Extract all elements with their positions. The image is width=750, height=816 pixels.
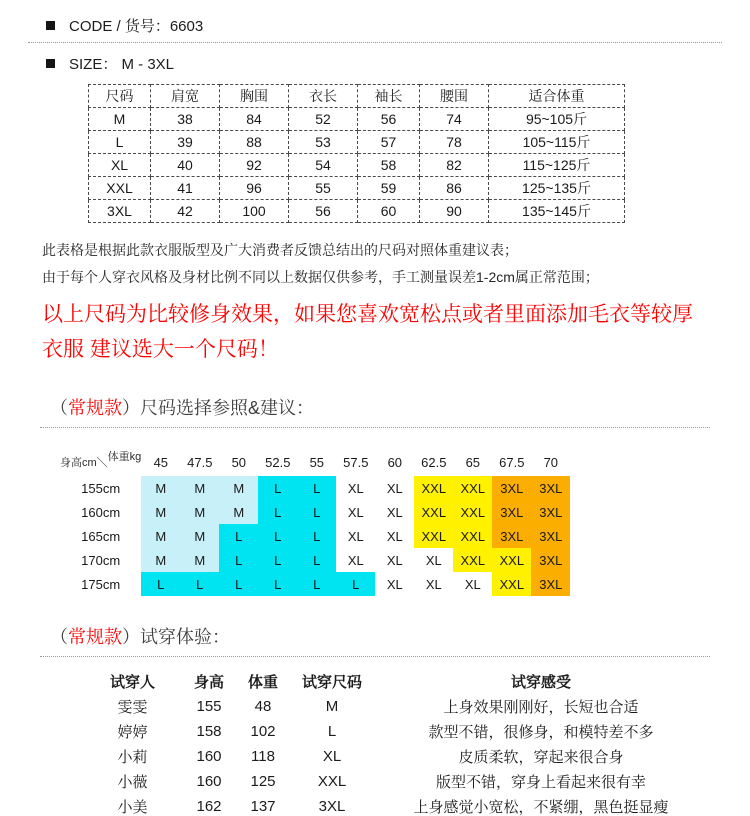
size-table-row xyxy=(89,108,625,131)
size-line xyxy=(46,51,750,75)
matrix-cell: 3XL xyxy=(531,572,570,596)
matrix-cell: XXL xyxy=(453,500,492,524)
size-table-cell: 115~125斤 xyxy=(489,154,625,177)
fit-table-cell: M xyxy=(325,698,339,715)
fit-table-header-cell: 试穿尺码 xyxy=(301,674,362,691)
size-table-header-cell: 腰围 xyxy=(420,85,489,108)
size-table-cell: 40 xyxy=(151,154,220,177)
size-table-row xyxy=(89,131,625,154)
matrix-cell: L xyxy=(336,572,375,596)
matrix-cell: XXL xyxy=(453,548,492,572)
fit-table-header-cell: 试穿感受 xyxy=(510,674,571,691)
matrix-cell: M xyxy=(141,524,180,548)
matrix-cell: L xyxy=(219,524,258,548)
size-table-cell: 53 xyxy=(289,131,358,154)
warning-line: 衣服 建议选大一个尺码！ xyxy=(42,338,279,361)
matrix-cell: XL xyxy=(375,500,414,524)
matrix-cell: XL xyxy=(336,500,375,524)
matrix-cell: L xyxy=(297,572,336,596)
fit-table-cell: 48 xyxy=(254,698,272,715)
size-table-cell: 96 xyxy=(220,177,289,200)
fit-table-cell: 102 xyxy=(250,723,276,740)
fit-table-cell: 皮质柔软，穿起来很合身 xyxy=(458,749,624,766)
size-table-header-cell: 肩宽 xyxy=(151,85,220,108)
size-table-cell: 84 xyxy=(220,108,289,131)
matrix-cell: 3XL xyxy=(531,548,570,572)
matrix-cell: XL xyxy=(453,572,492,596)
fit-table-header-cell: 体重 xyxy=(247,674,278,691)
matrix-height-header: 165cm xyxy=(81,528,121,544)
matrix-corner xyxy=(60,440,141,476)
size-warning xyxy=(42,297,750,367)
size-table xyxy=(88,84,625,223)
matrix-cell: XL xyxy=(414,572,453,596)
matrix-cell: XXL xyxy=(453,476,492,500)
regular-style-tag: 常规款 xyxy=(68,627,122,647)
matrix-height-header: 155cm xyxy=(81,480,121,496)
size-table-row xyxy=(89,154,625,177)
fit-table-cell: L xyxy=(327,723,337,740)
fit-table-cell: 3XL xyxy=(318,798,346,815)
section-title-text: 试穿体验： xyxy=(140,627,230,647)
matrix-cell: XL xyxy=(375,572,414,596)
size-table-cell: 90 xyxy=(420,200,489,223)
divider xyxy=(28,42,722,43)
matrix-cell: XL xyxy=(375,476,414,500)
matrix-weight-header: 45 xyxy=(153,455,169,470)
matrix-corner-row-label: 身高cm xyxy=(60,457,97,469)
matrix-weight-header: 47.5 xyxy=(187,455,213,470)
fit-table-row xyxy=(85,794,706,816)
matrix-cell: XL xyxy=(375,548,414,572)
fit-table-cell: 137 xyxy=(250,798,276,815)
matrix-cell: L xyxy=(180,572,219,596)
matrix-cell: M xyxy=(180,524,219,548)
divider xyxy=(40,427,710,428)
size-table-header-row xyxy=(89,85,625,108)
matrix-cell: L xyxy=(258,548,297,572)
matrix-cell: M xyxy=(219,500,258,524)
matrix-cell: 3XL xyxy=(492,476,531,500)
size-text: SIZE： M - 3XL xyxy=(69,55,175,73)
matrix-height-header: 160cm xyxy=(81,504,121,520)
size-table-cell: 56 xyxy=(358,108,420,131)
size-table-header-cell: 衣长 xyxy=(289,85,358,108)
matrix-cell: XXL xyxy=(414,500,453,524)
fit-table-cell: 118 xyxy=(251,748,275,765)
fit-table-cell: 版型不错，穿身上看起来很有幸 xyxy=(435,774,646,791)
matrix-cell: M xyxy=(141,548,180,572)
size-table-cell: 3XL xyxy=(89,200,151,223)
fit-table-header-row xyxy=(85,669,706,694)
paren: （ xyxy=(50,398,68,418)
matrix-row xyxy=(60,548,570,572)
size-table-cell: 41 xyxy=(151,177,220,200)
fit-table-row xyxy=(85,719,706,744)
section-title-size-reference xyxy=(50,396,750,421)
size-table-cell: L xyxy=(89,131,151,154)
matrix-cell: 3XL xyxy=(531,500,570,524)
matrix-weight-header: 62.5 xyxy=(421,455,447,470)
matrix-weight-header: 50 xyxy=(231,455,247,470)
size-table-header-cell: 适合体重 xyxy=(489,85,625,108)
size-table-cell: 57 xyxy=(358,131,420,154)
size-table-cell: 78 xyxy=(420,131,489,154)
size-table-cell: XXL xyxy=(89,177,151,200)
matrix-weight-header: 60 xyxy=(387,455,403,470)
note-line: 由于每个人穿衣风格及身材比例不同以上数据仅供参考，手工测量误差1-2cm属正常范围； xyxy=(42,269,599,285)
matrix-row xyxy=(60,524,570,548)
section-title-text: 尺码选择参照&建议： xyxy=(140,398,315,418)
fit-table-cell: 125 xyxy=(250,773,276,790)
matrix-weight-header: 55 xyxy=(309,455,325,470)
fit-table-row xyxy=(85,769,706,794)
matrix-cell: L xyxy=(297,524,336,548)
fit-table-cell: 160 xyxy=(196,748,222,765)
matrix-header-row xyxy=(60,440,570,476)
regular-style-tag: 常规款 xyxy=(68,398,122,418)
matrix-weight-header: 65 xyxy=(465,455,481,470)
matrix-cell: M xyxy=(219,476,258,500)
matrix-cell: XXL xyxy=(414,476,453,500)
matrix-cell: L xyxy=(141,572,180,596)
fit-table-cell: XXL xyxy=(317,773,347,790)
matrix-cell: L xyxy=(219,548,258,572)
matrix-cell: L xyxy=(258,476,297,500)
matrix-cell: XL xyxy=(336,524,375,548)
matrix-cell: L xyxy=(258,572,297,596)
matrix-cell: 3XL xyxy=(531,476,570,500)
matrix-cell: M xyxy=(141,476,180,500)
size-table-cell: 54 xyxy=(289,154,358,177)
matrix-weight-header: 52.5 xyxy=(265,455,291,470)
code-line xyxy=(46,13,750,37)
fit-table-cell: 婷婷 xyxy=(117,724,148,741)
size-table-cell: 86 xyxy=(420,177,489,200)
square-bullet-icon xyxy=(46,59,55,68)
matrix-weight-header: 70 xyxy=(543,455,559,470)
fit-table-cell: 小薇 xyxy=(117,774,148,791)
matrix-weight-header: 57.5 xyxy=(343,455,369,470)
matrix-cell: M xyxy=(141,500,180,524)
size-table-cell: 56 xyxy=(289,200,358,223)
size-table-row xyxy=(89,177,625,200)
size-table-header-cell: 尺码 xyxy=(89,85,151,108)
fit-table xyxy=(85,669,706,816)
matrix-row xyxy=(60,572,570,596)
matrix-cell: L xyxy=(258,500,297,524)
size-table-header-cell: 胸围 xyxy=(220,85,289,108)
size-table-cell: 59 xyxy=(358,177,420,200)
matrix-cell: L xyxy=(297,476,336,500)
matrix-cell: XL xyxy=(336,476,375,500)
fit-table-cell: 162 xyxy=(196,798,222,815)
paren: （ xyxy=(50,627,68,647)
fit-table-cell: 小莉 xyxy=(117,749,148,766)
matrix-cell: L xyxy=(297,548,336,572)
matrix-height-header: 170cm xyxy=(81,552,121,568)
matrix-cell: 3XL xyxy=(531,524,570,548)
matrix-cell: L xyxy=(219,572,258,596)
size-table-cell: 88 xyxy=(220,131,289,154)
size-table-row xyxy=(89,200,625,223)
size-table-cell: 60 xyxy=(358,200,420,223)
divider xyxy=(40,656,710,657)
size-table-cell: 42 xyxy=(151,200,220,223)
size-table-cell: 92 xyxy=(220,154,289,177)
fit-table-header-cell: 身高 xyxy=(193,674,224,691)
fit-table-cell: 155 xyxy=(196,698,222,715)
size-table-cell: 95~105斤 xyxy=(489,108,625,131)
diagonal-slash: ＼ xyxy=(96,457,108,469)
square-bullet-icon xyxy=(46,21,55,30)
matrix-row xyxy=(60,500,570,524)
size-table-cell: 105~115斤 xyxy=(489,131,625,154)
matrix-row xyxy=(60,476,570,500)
size-table-cell: 55 xyxy=(289,177,358,200)
fit-table-cell: XL xyxy=(322,748,342,765)
size-table-cell: 82 xyxy=(420,154,489,177)
code-text: CODE / 货号：6603 xyxy=(69,17,204,35)
matrix-table xyxy=(60,440,570,596)
matrix-cell: M xyxy=(180,476,219,500)
matrix-weight-header: 67.5 xyxy=(499,455,525,470)
size-table-header-cell: 袖长 xyxy=(358,85,420,108)
matrix-height-header: 175cm xyxy=(81,576,121,592)
fit-table-row xyxy=(85,744,706,769)
fit-table-cell: 上身效果刚刚好，长短也合适 xyxy=(443,699,639,716)
matrix-cell: XL xyxy=(336,548,375,572)
matrix-cell: M xyxy=(180,548,219,572)
matrix-cell: M xyxy=(180,500,219,524)
matrix-cell: XXL xyxy=(492,548,531,572)
size-table-cell: 39 xyxy=(151,131,220,154)
size-table-cell: 100 xyxy=(220,200,289,223)
matrix-cell: XXL xyxy=(414,524,453,548)
matrix-corner-col-label: 体重kg xyxy=(107,451,142,463)
matrix-cell: XL xyxy=(414,548,453,572)
note-line: 此表格是根据此款衣服版型及广大消费者反馈总结出的尺码对照体重建议表； xyxy=(42,242,518,258)
size-table-cell: 74 xyxy=(420,108,489,131)
matrix-cell: L xyxy=(297,500,336,524)
size-table-cell: XL xyxy=(89,154,151,177)
matrix-cell: XXL xyxy=(492,572,531,596)
warning-line: 以上尺码为比较修身效果，如果您喜欢宽松点或者里面添加毛衣等较厚 xyxy=(42,303,693,326)
size-table-cell: 135~145斤 xyxy=(489,200,625,223)
matrix-cell: XXL xyxy=(453,524,492,548)
size-table-cell: M xyxy=(89,108,151,131)
size-notes xyxy=(42,237,750,291)
fit-table-cell: 小美 xyxy=(117,799,148,816)
fit-table-cell: 160 xyxy=(196,773,222,790)
size-table-cell: 58 xyxy=(358,154,420,177)
fit-table-cell: 上身感觉小宽松，不紧绷，黑色挺显瘦 xyxy=(413,799,669,816)
fit-table-cell: 雯雯 xyxy=(117,699,148,716)
matrix-cell: 3XL xyxy=(492,500,531,524)
size-table-cell: 38 xyxy=(151,108,220,131)
paren: ） xyxy=(122,627,140,647)
fit-table-header-cell: 试穿人 xyxy=(109,674,155,691)
section-title-fit-experience xyxy=(50,625,750,650)
matrix-cell: L xyxy=(258,524,297,548)
fit-table-cell: 款型不错，很修身，和模特差不多 xyxy=(428,724,654,741)
fit-table-row xyxy=(85,694,706,719)
paren: ） xyxy=(122,398,140,418)
size-table-cell: 52 xyxy=(289,108,358,131)
matrix-cell: XL xyxy=(375,524,414,548)
fit-table-cell: 158 xyxy=(196,723,222,740)
size-table-cell: 125~135斤 xyxy=(489,177,625,200)
matrix-cell: 3XL xyxy=(492,524,531,548)
